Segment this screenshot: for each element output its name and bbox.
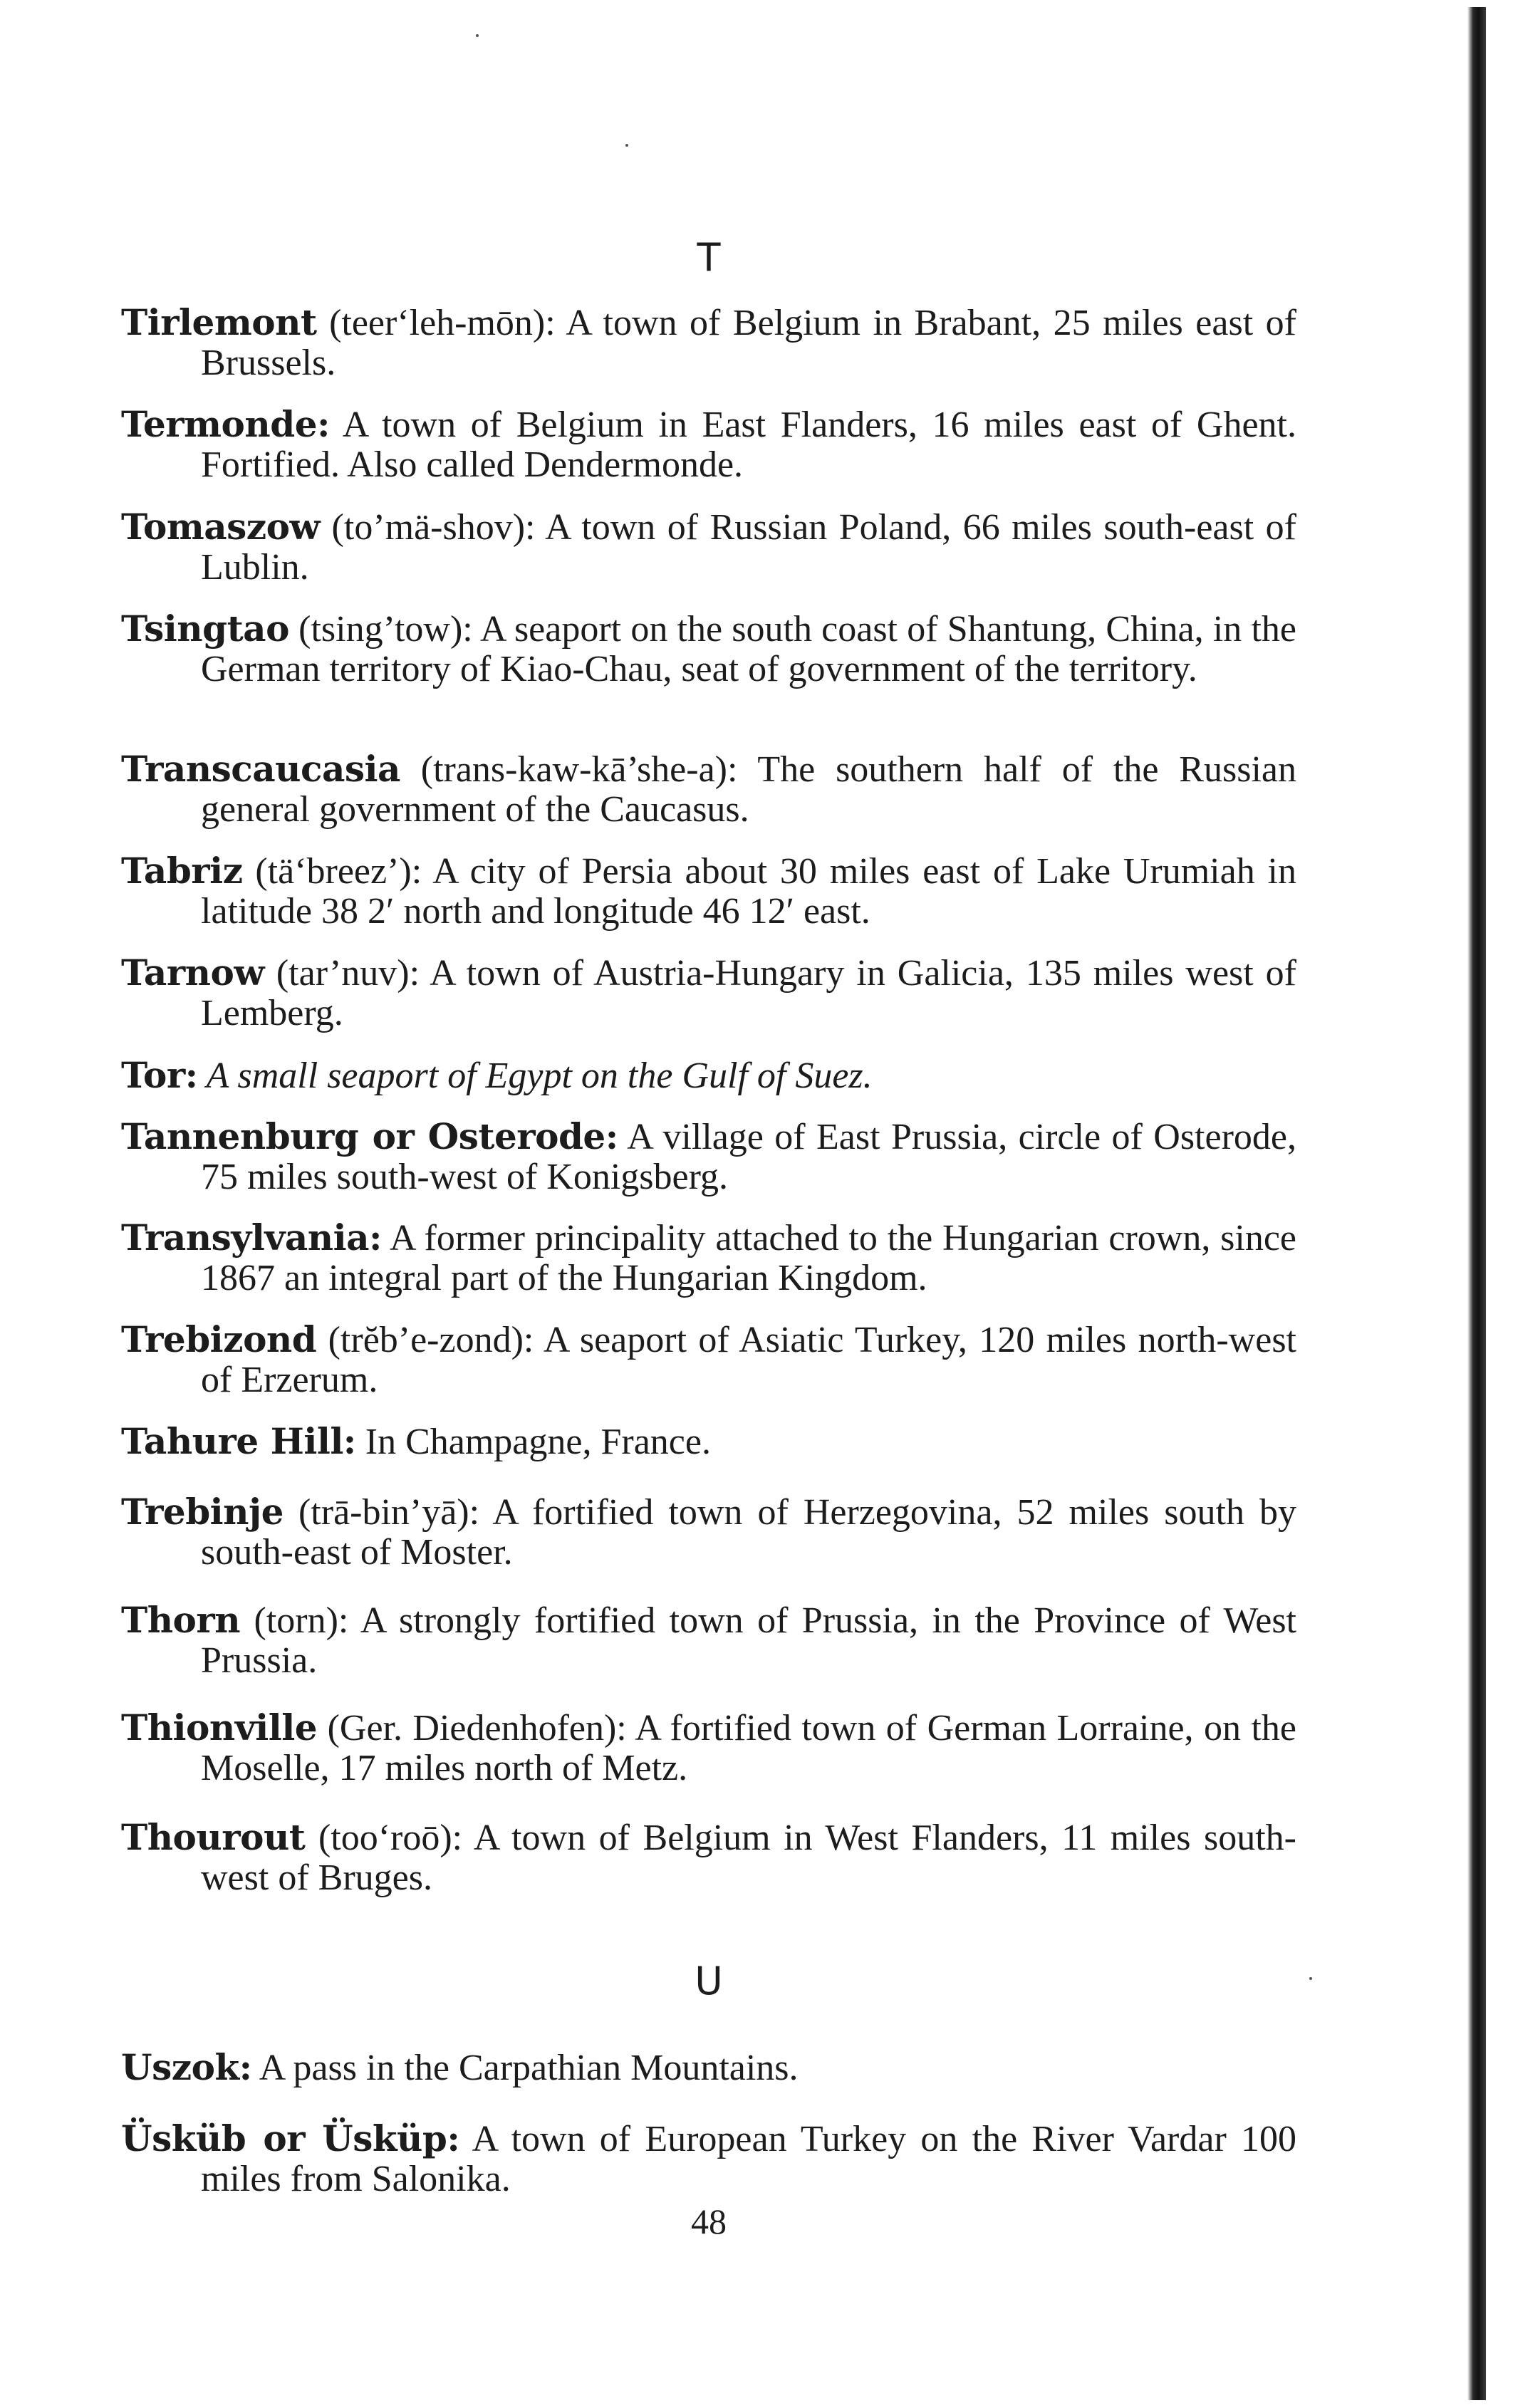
entry-term: Transcaucasia (121, 748, 400, 790)
entry-term: Tabriz (121, 850, 243, 892)
entry-tannenburg (121, 1117, 1296, 1197)
entry-tsingtao (121, 609, 1296, 689)
entry-tor (121, 1056, 1296, 1096)
entry-term: Thourout (121, 1816, 306, 1858)
page-number: 48 (691, 2201, 727, 2241)
entry-definition: A village of East Prussia, circle of Osterode, 75 miles south-west of Konigsberg. (201, 1117, 1296, 1197)
entry-definition: (trans-kaw-kā’she-a): The southern half of the Russian general government of the Caucasus. (201, 749, 1296, 830)
entry-term: Thionville (121, 1706, 318, 1748)
entry-tomaszow (121, 507, 1296, 588)
entry-tahure-hill (121, 1422, 1296, 1462)
entry-definition: (trā-bin’yā): A fortified town of Herzegovina, 52 miles south by south-east of Moster. (201, 1492, 1296, 1573)
entry-term: Tsingtao (121, 608, 289, 650)
entry-term: Üsküb or Üsküp: (121, 2117, 460, 2159)
entry-transylvania (121, 1218, 1296, 1298)
entry-tarnow (121, 953, 1296, 1033)
entry-definition: (trĕb’e-zond): A seaport of Asiatic Turkey, 120 miles north-west of Erzerum. (201, 1320, 1296, 1400)
entry-definition: (Ger. Diedenhofen): A fortified town of German Lorraine, on the Moselle, 17 miles north of Metz. (201, 1708, 1296, 1788)
entry-uskub (121, 2119, 1296, 2199)
entry-termonde (121, 405, 1296, 485)
entry-term: Thorn (121, 1599, 241, 1641)
entry-term: Tarnow (121, 952, 264, 994)
entry-tirlemont (121, 303, 1296, 383)
entry-trebinje (121, 1492, 1296, 1573)
entry-definition: (tar’nuv): A town of Austria-Hungary in Galicia, 135 miles west of Lemberg. (201, 953, 1296, 1033)
entry-definition: (too‘roō): A town of Belgium in West Flanders, 11 miles south-west of Bruges. (201, 1818, 1296, 1898)
print-speck (625, 144, 628, 147)
entry-term: Tomaszow (121, 506, 321, 548)
entry-term: Termonde: (121, 403, 330, 445)
entry-thourout (121, 1818, 1296, 1898)
entry-thorn (121, 1600, 1296, 1681)
entry-term: Tannenburg or Osterode: (121, 1115, 618, 1157)
section-heading-u: U (695, 1959, 723, 2003)
entry-definition: (tsing’tow): A seaport on the south coast of Shantung, China, in the German territory of Kiao-Chau, seat of government of the territory. (201, 609, 1296, 689)
entry-thionville (121, 1708, 1296, 1788)
entry-definition: A town of European Turkey on the River Vardar 100 miles from Salonika. (201, 2119, 1296, 2199)
entry-term: Tor: (121, 1054, 198, 1096)
entry-definition: (tä‘breez’): A city of Persia about 30 miles east of Lake Urumiah in latitude 38 2′ north and longitude 46 12′ east. (201, 851, 1296, 932)
entry-term: Uszok: (121, 2046, 252, 2088)
entry-uszok (121, 2048, 1296, 2088)
entry-tabriz (121, 851, 1296, 932)
entry-transcaucasia (121, 749, 1296, 830)
entry-definition: (to’mä-shov): A town of Russian Poland, 66 miles south-east of Lublin. (201, 507, 1296, 588)
entry-trebizond (121, 1320, 1296, 1400)
print-speck (476, 34, 479, 37)
entry-definition: In Champagne, France. (355, 1422, 711, 1462)
entry-definition: (torn): A strongly fortified town of Prussia, in the Province of West Prussia. (201, 1600, 1296, 1681)
entry-term: Trebizond (121, 1318, 317, 1360)
entry-definition: (teer‘leh-mōn): A town of Belgium in Brabant, 25 miles east of Brussels. (201, 303, 1296, 383)
entry-term: Trebinje (121, 1491, 284, 1533)
entry-definition: A town of Belgium in East Flanders, 16 miles east of Ghent. Fortified. Also called Dendermonde. (201, 405, 1296, 485)
section-heading-t: T (697, 235, 721, 280)
entry-term: Tirlemont (121, 301, 317, 343)
page-binding-edge (1467, 7, 1486, 2400)
entry-definition: A pass in the Carpathian Mountains. (251, 2048, 799, 2088)
entry-term: Tahure Hill: (121, 1420, 356, 1462)
entry-definition: A former principality attached to the Hungarian crown, since 1867 an integral part of the Hungarian Kingdom. (201, 1218, 1296, 1298)
print-speck (1309, 1977, 1312, 1980)
entry-definition: A small seaport of Egypt on the Gulf of Suez. (197, 1056, 873, 1096)
entry-term: Transylvania: (121, 1216, 383, 1258)
